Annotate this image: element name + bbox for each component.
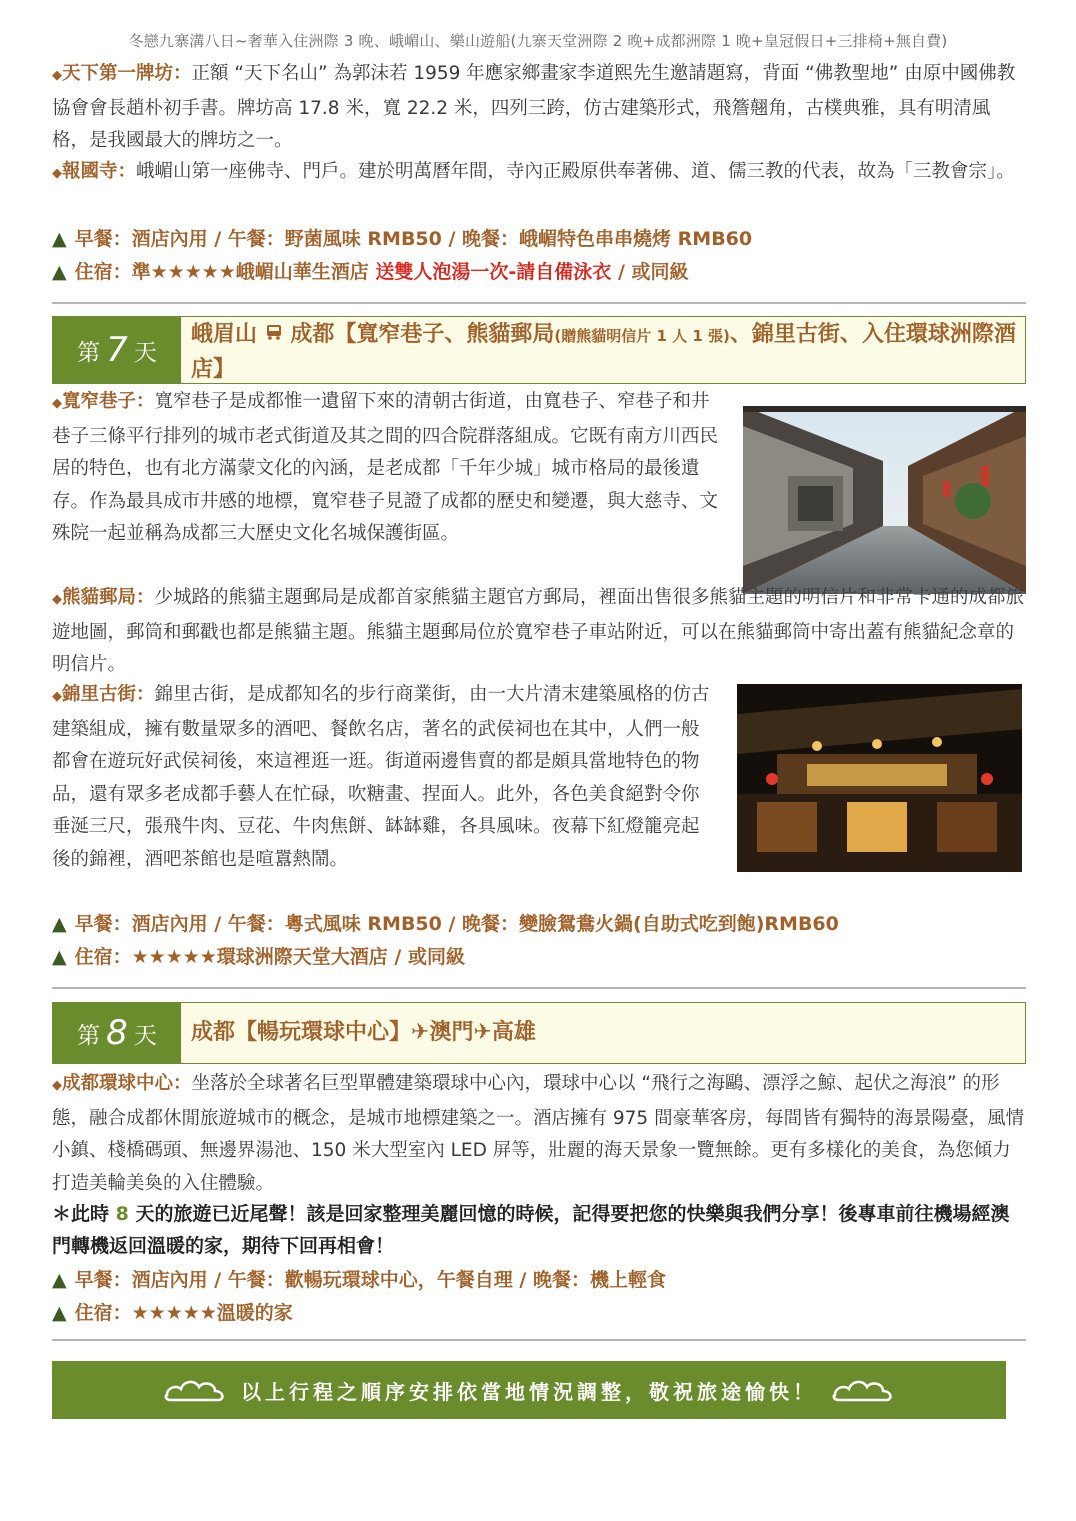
plane-icon: ✈: [473, 1020, 492, 1045]
diamond-icon: ◆: [52, 68, 62, 83]
item-baoguosi: [52, 156, 1026, 191]
hotel-note: 送雙人泡湯一次-請自備泳衣: [375, 261, 612, 283]
item-paifang: [52, 58, 1026, 158]
day-label: 第 8 天: [53, 1003, 181, 1063]
hotel-text: 住宿：準★★★★★峨嵋山華生酒店: [74, 261, 369, 283]
hotel-text: 住宿：★★★★★溫暖的家: [74, 1302, 293, 1324]
jinli-night-photo: [737, 684, 1022, 872]
bus-icon: [265, 322, 291, 347]
meals-line-7: [52, 909, 839, 936]
diamond-icon: ◆: [52, 689, 62, 704]
item-text: 寬窄巷子是成都惟一遺留下來的清朝古街道，由寬巷子、窄巷子和井巷子三條平行排列的城市老式街道及其之間的四合院群落組成。它既有南方川西民居的特色，也有北方滿蒙文化的內涵，是老成都「千年少城」城市格局的最後遺存。作為最具成市井感的地標，寬窄巷子見證了成都的歷史和變遷，與大慈寺、文殊院一起並稱為成都三大歷史文化名城保護街區。: [52, 391, 719, 544]
plane-icon: ✈: [411, 1020, 430, 1045]
triangle-icon: ▲: [52, 1269, 67, 1291]
cloud-ornament-icon: [163, 1373, 227, 1408]
closing-message: ＊此時 8 天的旅遊已近尾聲！該是回家整理美麗回憶的時候，記得要把您的快樂與我們分享！後專車前往機場經澳門轉機返回溫暖的家，期待下回再相會！: [52, 1203, 1010, 1257]
day-title: 峨眉山 成都【寬窄巷子、熊貓郵局(贈熊貓明信片 1 人 1 張)、錦里古街、入住環球洲際酒店】: [191, 322, 1016, 382]
document-header: 冬戀九寨溝八日~奢華入住洲際 3 晚、峨嵋山、樂山遊船(九寨天堂洲際 2 晚+成都洲際 1 晚+皇冠假日+三排椅+無自費): [128, 32, 948, 50]
triangle-icon: ▲: [52, 1302, 67, 1324]
triangle-icon: ▲: [52, 913, 67, 935]
triangle-icon: ▲: [52, 261, 67, 283]
diamond-icon: ◆: [52, 1078, 62, 1093]
day-header-8: [52, 1002, 1026, 1064]
diamond-icon: ◆: [52, 592, 62, 607]
hotel-text: 住宿：★★★★★環球洲際天堂大酒店 / 或同級: [74, 946, 465, 968]
day-label: 第 7 天: [53, 317, 181, 383]
item-kuanzhai: [52, 386, 728, 551]
meals-text: 早餐：酒店內用 / 午餐：歡暢玩環球中心，午餐自理 / 晚餐：機上輕食: [74, 1269, 666, 1291]
triangle-icon: ▲: [52, 228, 67, 250]
section-divider: [52, 302, 1026, 304]
item-text: 正額 “天下名山” 為郭沫若 1959 年應家鄉畫家李道熙先生邀請題寫，背面 “佛教聖地” 由原中國佛教協會會長趙朴初手書。牌坊高 17.8 米，寬 22.2 米，四列三跨，仿古建築形式，飛簷翹角，古樸典雅，具有明清風格，是我國最大的牌坊之一。: [52, 63, 1016, 151]
item-global-center: [52, 1068, 1026, 1200]
triangle-icon: ▲: [52, 946, 67, 968]
hotel-line-8: [52, 1298, 293, 1325]
item-title: 熊貓郵局：: [62, 587, 155, 608]
item-title: 寬窄巷子：: [62, 391, 155, 412]
item-title: 成都環球中心：: [62, 1073, 192, 1094]
item-text: 坐落於全球著名巨型單體建築環球中心內，環球中心以 “飛行之海鷗、漂浮之鯨、起伏之海浪” 的形態，融合成都休閒旅遊城市的概念，是城市地標建築之一。酒店擁有 975 間豪華客房，每間皆有獨特的海景陽臺，風情小鎮、棧橋碼頭、無邊界湯池、150 米大型室內 LED 屏等，壯麗的海天景象一覽無餘。更有多樣化的美食，為您傾力打造美輪美奐的入住體驗。: [52, 1073, 1025, 1194]
day-header-7: [52, 316, 1026, 384]
diamond-icon: ◆: [52, 396, 62, 411]
day-title: 成都【暢玩環球中心】✈澳門✈高雄: [191, 1020, 536, 1045]
footer-banner: [52, 1361, 1006, 1419]
item-title: 錦里古街：: [62, 684, 155, 705]
kuanzhai-alley-photo: [743, 406, 1026, 594]
item-text: 少城路的熊貓主題郵局是成都首家熊貓主題官方郵局，裡面出售很多熊貓主題的明信片和非常卡通的成都旅遊地圖，郵筒和郵戳也都是熊貓主題。熊貓主題郵局位於寬窄巷子車站附近，可以在熊貓郵筒中寄出蓋有熊貓紀念章的明信片。: [52, 587, 1025, 675]
meals-line: [52, 224, 752, 251]
section-divider: [52, 987, 1026, 989]
section-divider: [52, 1339, 1026, 1341]
hotel-suffix: / 或同級: [617, 261, 689, 283]
footer-text: 以上行程之順序安排依當地情況調整，敬祝旅途愉快！: [241, 1379, 817, 1404]
item-title: 天下第一牌坊：: [62, 63, 192, 84]
item-jinli: [52, 679, 712, 876]
hotel-line: [52, 257, 689, 284]
item-panda-post: [52, 582, 1026, 682]
hotel-line-7: [52, 942, 465, 969]
item-title: 報國寺：: [62, 161, 137, 182]
item-text: 錦里古街，是成都知名的步行商業街，由一大片清末建築風格的仿古建築組成，擁有數量眾多的酒吧、餐飲名店，著名的武侯祠也在其中，人們一般都會在遊玩好武侯祠後，來這裡逛一逛。街道兩邊售賣的都是頗具當地特色的物品，還有眾多老成都手藝人在忙碌，吹糖畫、捏面人。此外，各色美食絕對令你垂涎三尺，張飛牛肉、豆花、牛肉焦餅、缽缽雞，各具風味。夜幕下紅燈籠亮起後的錦裡，酒吧茶館也是喧囂熱鬧。: [52, 684, 710, 870]
diamond-icon: ◆: [52, 166, 62, 181]
meals-text: 早餐：酒店內用 / 午餐：野菌風味 RMB50 / 晚餐：峨嵋特色串串燒烤 RMB60: [74, 228, 753, 250]
cloud-ornament-icon: [831, 1373, 895, 1408]
item-text: 峨嵋山第一座佛寺、門戶。建於明萬曆年間，寺內正殿原供奉著佛、道、儒三教的代表，故為「三教會宗」。: [136, 161, 1015, 182]
meals-line-8: [52, 1265, 666, 1292]
meals-text: 早餐：酒店內用 / 午餐：粵式風味 RMB50 / 晚餐：變臉鴛鴦火鍋(自助式吃到飽)RMB60: [74, 913, 839, 935]
